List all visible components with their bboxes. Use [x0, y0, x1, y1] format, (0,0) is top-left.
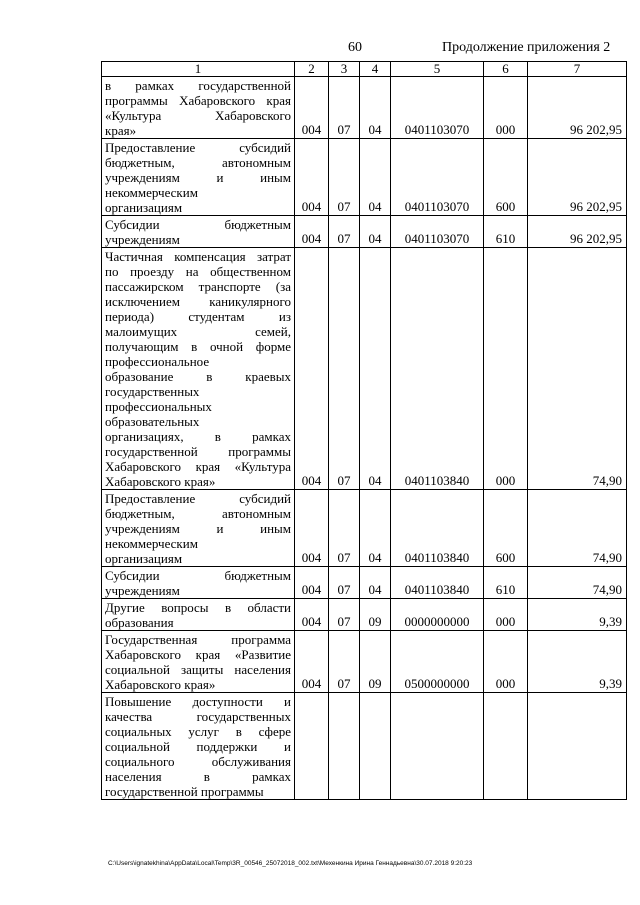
row-description	[102, 631, 295, 693]
ministry-code: 004	[295, 216, 329, 248]
ministry-code: 004	[295, 631, 329, 693]
description-line: получающим в очной форме	[105, 339, 291, 354]
ministry-code: 004	[295, 490, 329, 567]
target-article-code: 0401103070	[391, 216, 484, 248]
description-line: Предоставление субсидий	[105, 140, 291, 155]
row-description	[102, 216, 295, 248]
description-line: Хабаровского края»	[105, 677, 216, 692]
section-code: 07	[329, 248, 360, 490]
subsection-code: 04	[360, 248, 391, 490]
description-line: Хабаровского края «Культура	[105, 459, 291, 474]
column-header: 3	[329, 62, 360, 77]
target-article-code: 0401103840	[391, 248, 484, 490]
row-description	[102, 599, 295, 631]
target-article-code: 0401103070	[391, 77, 484, 139]
description-line: «Культура Хабаровского	[105, 108, 291, 123]
description-line: некоммерческим	[105, 536, 198, 551]
expense-type-code: 610	[484, 216, 528, 248]
description-line: Другие вопросы в области	[105, 600, 291, 615]
target-article-code: 0500000000	[391, 631, 484, 693]
ministry-code: 004	[295, 567, 329, 599]
description-line: образования	[105, 615, 174, 630]
section-code: 07	[329, 567, 360, 599]
description-line: качества государственных	[105, 709, 291, 724]
amount: 74,90	[528, 248, 627, 490]
amount: 74,90	[528, 490, 627, 567]
expense-type-code: 000	[484, 77, 528, 139]
description-line: государственных	[105, 384, 200, 399]
description-line: Частичная компенсация затрат	[105, 249, 291, 264]
description-line: Хабаровского края»	[105, 474, 216, 489]
expense-type-code: 600	[484, 139, 528, 216]
amount: 74,90	[528, 567, 627, 599]
expense-type-code: 000	[484, 248, 528, 490]
row-description	[102, 693, 295, 800]
subsection-code: 04	[360, 216, 391, 248]
ministry-code	[295, 693, 329, 800]
table-row	[102, 693, 627, 800]
section-code: 07	[329, 77, 360, 139]
section-code: 07	[329, 599, 360, 631]
amount: 9,39	[528, 599, 627, 631]
table-row	[102, 490, 627, 567]
page-number: 60	[348, 40, 362, 55]
description-line: организациям	[105, 200, 183, 215]
description-line: населения в рамках	[105, 769, 291, 784]
description-line: Субсидии бюджетным	[105, 568, 291, 583]
row-description	[102, 77, 295, 139]
subsection-code: 04	[360, 490, 391, 567]
column-header: 2	[295, 62, 329, 77]
description-line: образование в краевых	[105, 369, 291, 384]
row-description	[102, 567, 295, 599]
description-line: учреждениям	[105, 232, 180, 247]
section-code: 07	[329, 139, 360, 216]
column-header: 6	[484, 62, 528, 77]
target-article-code: 0401103840	[391, 567, 484, 599]
description-line: пассажирском транспорте (за	[105, 279, 291, 294]
amount: 96 202,95	[528, 139, 627, 216]
subsection-code: 04	[360, 139, 391, 216]
description-line: социальной защиты населения	[105, 662, 291, 677]
description-line: некоммерческим	[105, 185, 198, 200]
table-row	[102, 77, 627, 139]
target-article-code: 0401103840	[391, 490, 484, 567]
description-line: Хабаровского края «Развитие	[105, 647, 291, 662]
expense-type-code	[484, 693, 528, 800]
section-code	[329, 693, 360, 800]
description-line: программы Хабаровского края	[105, 93, 291, 108]
row-description	[102, 490, 295, 567]
description-line: исключением каникулярного	[105, 294, 291, 309]
description-line: социальной поддержки и	[105, 739, 291, 754]
section-code: 07	[329, 490, 360, 567]
table-row	[102, 567, 627, 599]
ministry-code: 004	[295, 248, 329, 490]
table-row	[102, 631, 627, 693]
table-row	[102, 216, 627, 248]
description-line: Государственная программа	[105, 632, 291, 647]
description-line: профессиональное	[105, 354, 210, 369]
subsection-code	[360, 693, 391, 800]
description-line: учреждениям и иным	[105, 170, 291, 185]
column-header: 5	[391, 62, 484, 77]
amount: 96 202,95	[528, 77, 627, 139]
continuation-label: Продолжение приложения 2	[442, 40, 611, 55]
description-line: по проезду на общественном	[105, 264, 291, 279]
budget-table	[101, 61, 627, 800]
description-line: малоимущих семей,	[105, 324, 291, 339]
subsection-code: 04	[360, 567, 391, 599]
description-line: образовательных	[105, 414, 200, 429]
amount: 9,39	[528, 631, 627, 693]
column-header: 1	[102, 62, 295, 77]
ministry-code: 004	[295, 139, 329, 216]
table-row	[102, 139, 627, 216]
section-code: 07	[329, 216, 360, 248]
description-line: социального обслуживания	[105, 754, 291, 769]
expense-type-code: 610	[484, 567, 528, 599]
description-line: государственной программы	[105, 444, 291, 459]
description-line: социальных услуг в сфере	[105, 724, 291, 739]
description-line: в рамках государственной	[105, 78, 291, 93]
subsection-code: 09	[360, 631, 391, 693]
column-header: 4	[360, 62, 391, 77]
target-article-code	[391, 693, 484, 800]
description-line: периода) студентам из	[105, 309, 291, 324]
column-header: 7	[528, 62, 627, 77]
table-header-row	[102, 62, 627, 77]
description-line: Повышение доступности и	[105, 694, 291, 709]
row-description	[102, 139, 295, 216]
expense-type-code: 000	[484, 599, 528, 631]
ministry-code: 004	[295, 599, 329, 631]
target-article-code: 0000000000	[391, 599, 484, 631]
row-description	[102, 248, 295, 490]
section-code: 07	[329, 631, 360, 693]
expense-type-code: 600	[484, 490, 528, 567]
description-line: Предоставление субсидий	[105, 491, 291, 506]
description-line: профессиональных	[105, 399, 212, 414]
description-line: государственной программы	[105, 784, 264, 799]
amount: 96 202,95	[528, 216, 627, 248]
table-row	[102, 248, 627, 490]
description-line: организациях, в рамках	[105, 429, 291, 444]
description-line: бюджетным, автономным	[105, 155, 291, 170]
description-line: края»	[105, 123, 137, 138]
description-line: учреждениям и иным	[105, 521, 291, 536]
amount	[528, 693, 627, 800]
expense-type-code: 000	[484, 631, 528, 693]
subsection-code: 04	[360, 77, 391, 139]
ministry-code: 004	[295, 77, 329, 139]
description-line: бюджетным, автономным	[105, 506, 291, 521]
file-path-footer: C:\Users\ignatekhina\AppData\Local\Temp\3R_00546_25072018_002.txt\Мехенкина Ирина Геннадьевна\30.07.2018 9:20:23	[108, 860, 473, 867]
table-row	[102, 599, 627, 631]
description-line: организациям	[105, 551, 183, 566]
description-line: учреждениям	[105, 583, 180, 598]
description-line: Субсидии бюджетным	[105, 217, 291, 232]
target-article-code: 0401103070	[391, 139, 484, 216]
subsection-code: 09	[360, 599, 391, 631]
